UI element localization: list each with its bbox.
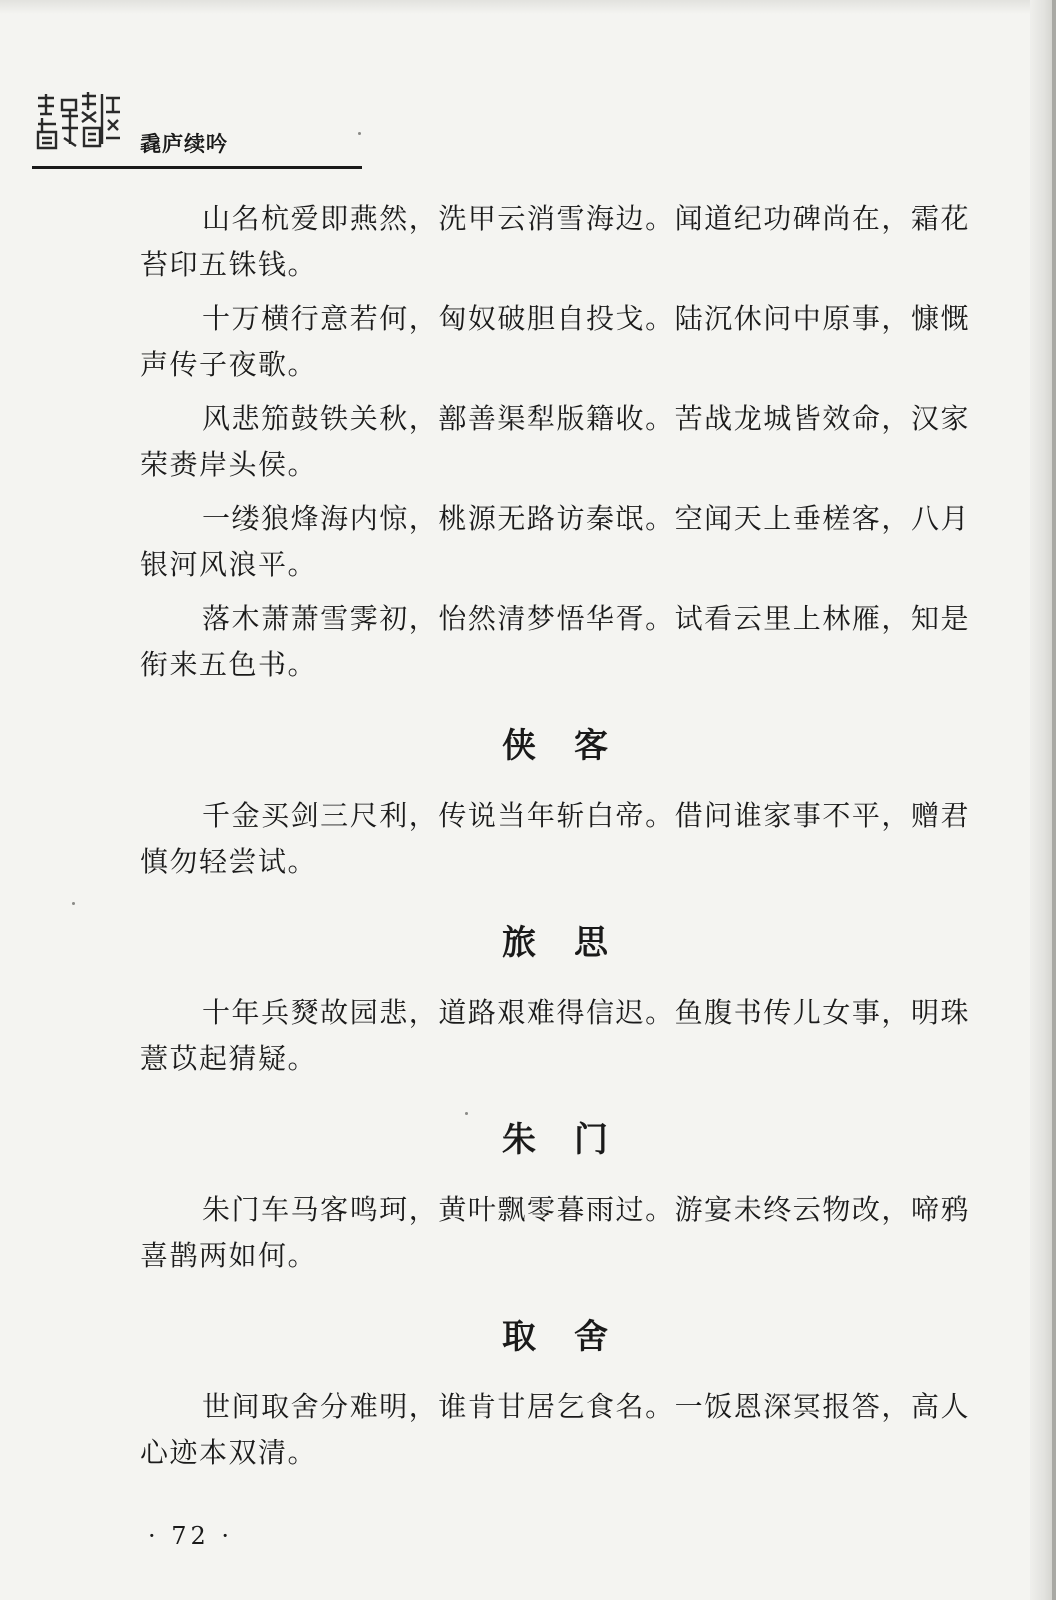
header-rule: [32, 166, 362, 169]
poem-paragraph: 山名杭爱即燕然，洗甲云消雪海边。闻道纪功碑尚在，霜花苔印五铢钱。: [140, 202, 970, 281]
seal-stamp-icon: [32, 88, 124, 158]
poem-title: 侠客: [502, 726, 646, 766]
book-title: 毳庐续吟: [140, 132, 228, 156]
paper-speck: [358, 132, 361, 135]
poem-paragraph: 十万横行意若何，匈奴破胆自投戈。陆沉休问中原事，慷慨声传子夜歌。: [140, 302, 970, 381]
page-content: [140, 196, 970, 1484]
poem-title: 取舍: [502, 1317, 646, 1357]
page-edge-shadow: [1052, 0, 1056, 1600]
page-number: · 72 ·: [148, 1522, 234, 1550]
poem-title: 旅思: [502, 923, 646, 963]
poem-paragraph: 一缕狼烽海内惊，桃源无路访秦氓。空闻天上垂槎客，八月银河风浪平。: [140, 502, 970, 581]
poem-paragraph: 千金买剑三尺利，传说当年斩白帝。借问谁家事不平，赠君慎勿轻尝试。: [140, 799, 970, 878]
poem-paragraph: 十年兵燹故园悲，道路艰难得信迟。鱼腹书传儿女事，明珠薏苡起猜疑。: [140, 996, 970, 1075]
poem-paragraph: 落木萧萧雪霁初，怡然清梦悟华胥。试看云里上林雁，知是衔来五色书。: [140, 602, 970, 681]
poem-paragraph: 世间取舍分难明，谁肯甘居乞食名。一饭恩深冥报答，高人心迹本双清。: [140, 1390, 970, 1469]
page-top-edge: [0, 0, 1056, 14]
poem-title: 朱门: [502, 1120, 646, 1160]
poem-paragraph: 风悲笳鼓铁关秋，鄯善渠犁版籍收。苦战龙城皆效命，汉家荣赉岸头侯。: [140, 402, 970, 481]
paper-speck: [465, 1112, 468, 1115]
poem-paragraph: 朱门车马客鸣珂，黄叶飘零暮雨过。游宴未终云物改，啼鸦喜鹊两如何。: [140, 1193, 970, 1272]
paper-speck: [72, 902, 75, 905]
